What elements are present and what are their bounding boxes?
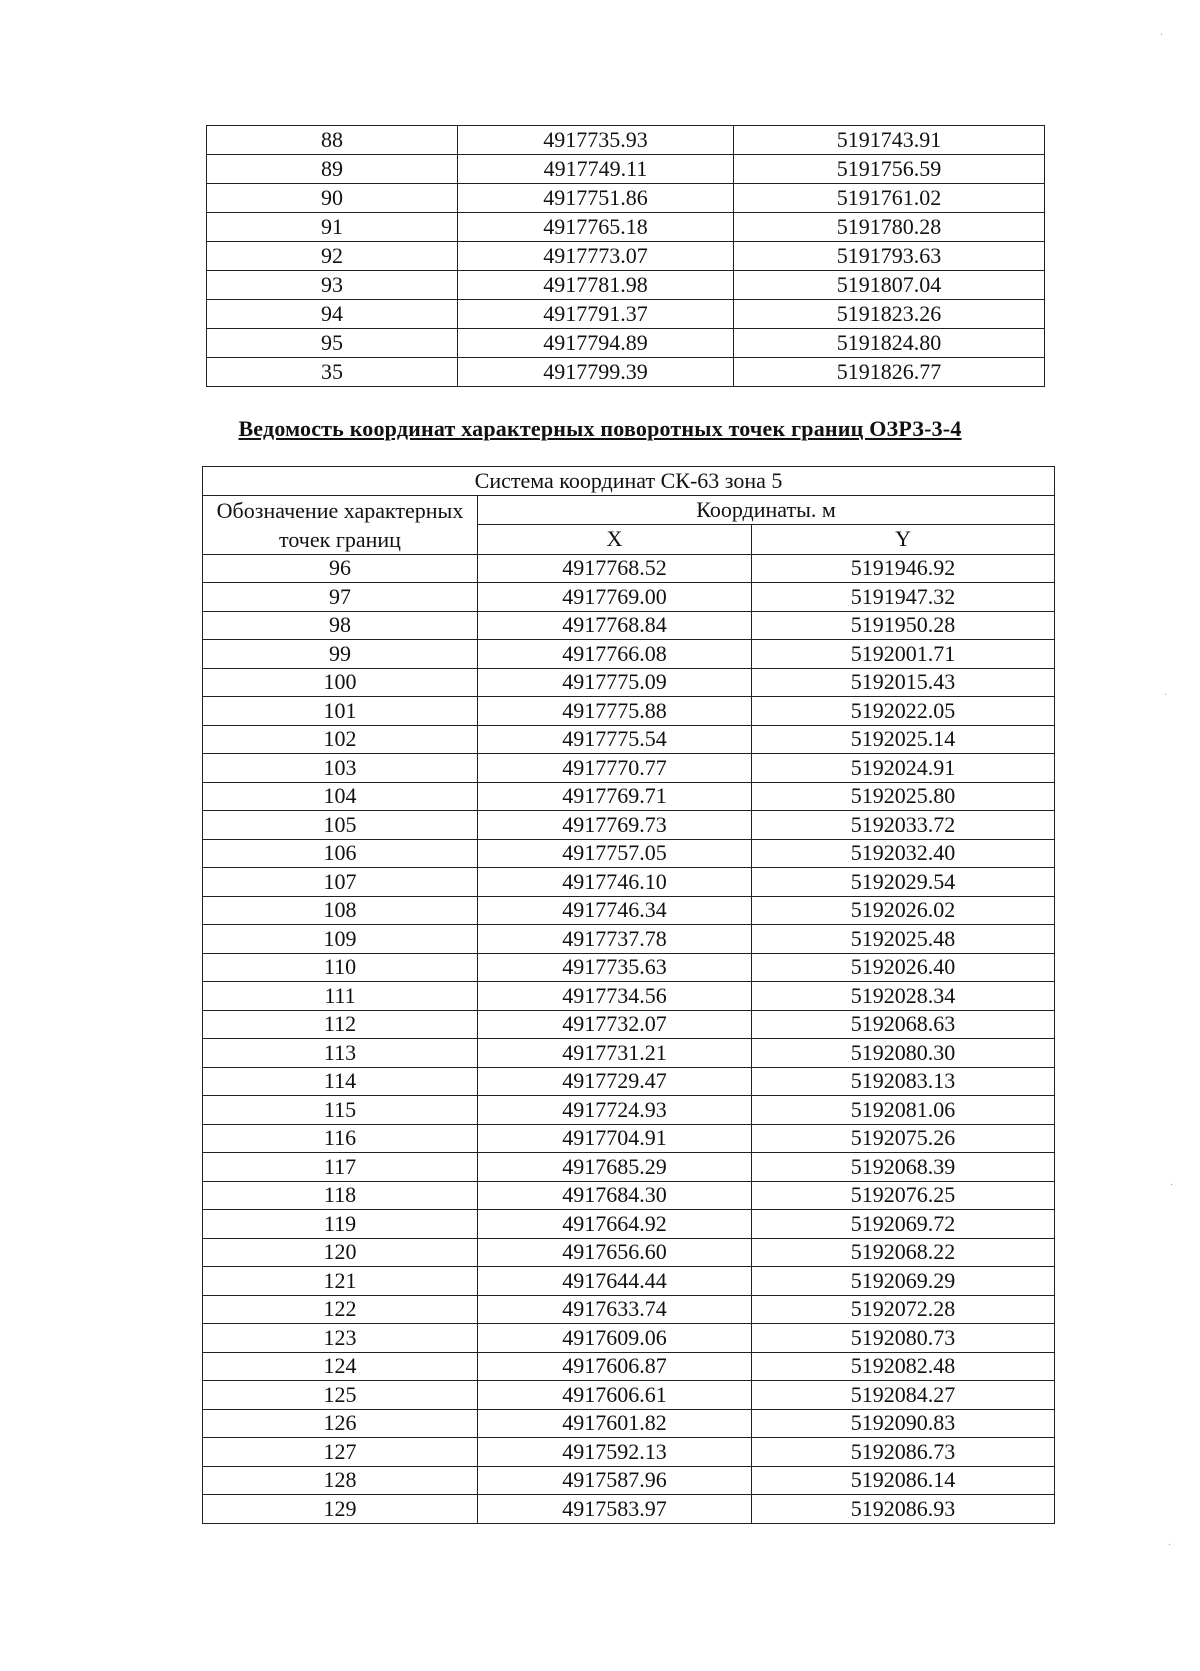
y-header: Y: [752, 525, 1055, 555]
table-row: [203, 982, 1055, 1011]
y-coordinate-cell: 5191946.92: [752, 554, 1055, 583]
x-coordinate-cell: 4917781.98: [458, 271, 734, 300]
point-number-cell: 115: [203, 1096, 478, 1125]
table-row: [207, 213, 1045, 242]
point-number-cell: 125: [203, 1381, 478, 1410]
y-coordinate-cell: 5191780.28: [734, 213, 1045, 242]
x-coordinate-cell: 4917746.10: [478, 868, 752, 897]
table-row: [203, 1438, 1055, 1467]
x-coordinate-cell: 4917791.37: [458, 300, 734, 329]
point-number-cell: 103: [203, 754, 478, 783]
table-row: [203, 868, 1055, 897]
system-header-row: [203, 467, 1055, 496]
point-number-cell: 90: [207, 184, 458, 213]
y-coordinate-cell: 5192069.29: [752, 1267, 1055, 1296]
y-coordinate-cell: 5192090.83: [752, 1409, 1055, 1438]
point-number-cell: 35: [207, 358, 458, 387]
x-coordinate-cell: 4917609.06: [478, 1324, 752, 1353]
y-coordinate-cell: 5192083.13: [752, 1067, 1055, 1096]
point-number-cell: 122: [203, 1295, 478, 1324]
y-coordinate-cell: 5191807.04: [734, 271, 1045, 300]
y-coordinate-cell: 5191947.32: [752, 583, 1055, 612]
table-row: [203, 1295, 1055, 1324]
table-row: [203, 1381, 1055, 1410]
y-coordinate-cell: 5192001.71: [752, 640, 1055, 669]
y-coordinate-cell: 5192068.39: [752, 1153, 1055, 1182]
point-number-cell: 100: [203, 668, 478, 697]
table-row: [203, 839, 1055, 868]
x-coordinate-cell: 4917732.07: [478, 1010, 752, 1039]
y-coordinate-cell: 5191761.02: [734, 184, 1045, 213]
table-row: [207, 329, 1045, 358]
y-coordinate-cell: 5192033.72: [752, 811, 1055, 840]
x-coordinate-cell: 4917734.56: [478, 982, 752, 1011]
x-coordinate-cell: 4917735.63: [478, 953, 752, 982]
x-coordinate-cell: 4917664.92: [478, 1210, 752, 1239]
table-row: [207, 155, 1045, 184]
point-number-cell: 95: [207, 329, 458, 358]
y-coordinate-cell: 5192081.06: [752, 1096, 1055, 1125]
x-coordinate-cell: 4917757.05: [478, 839, 752, 868]
coordinates-header-row: [203, 495, 1055, 525]
y-coordinate-cell: 5192022.05: [752, 697, 1055, 726]
y-coordinate-cell: 5192069.72: [752, 1210, 1055, 1239]
point-number-cell: 113: [203, 1039, 478, 1068]
point-number-cell: 108: [203, 896, 478, 925]
y-coordinate-cell: 5192086.73: [752, 1438, 1055, 1467]
y-coordinate-cell: 5192086.93: [752, 1495, 1055, 1524]
x-coordinate-cell: 4917770.77: [478, 754, 752, 783]
x-coordinate-cell: 4917768.52: [478, 554, 752, 583]
point-number-cell: 89: [207, 155, 458, 184]
y-coordinate-cell: 5192024.91: [752, 754, 1055, 783]
table-row: [203, 697, 1055, 726]
point-number-cell: 97: [203, 583, 478, 612]
x-coordinate-cell: 4917775.88: [478, 697, 752, 726]
y-coordinate-cell: 5191743.91: [734, 126, 1045, 155]
y-coordinate-cell: 5192068.22: [752, 1238, 1055, 1267]
scan-margin-mark: ·: [1170, 1180, 1174, 1191]
point-number-cell: 99: [203, 640, 478, 669]
x-coordinate-cell: 4917773.07: [458, 242, 734, 271]
point-number-cell: 127: [203, 1438, 478, 1467]
table-row: [207, 242, 1045, 271]
x-coordinate-cell: 4917633.74: [478, 1295, 752, 1324]
table-row: [203, 953, 1055, 982]
point-number-cell: 120: [203, 1238, 478, 1267]
y-coordinate-cell: 5192026.40: [752, 953, 1055, 982]
x-coordinate-cell: 4917644.44: [478, 1267, 752, 1296]
table-row: [203, 1238, 1055, 1267]
table-row: [203, 1124, 1055, 1153]
table-row: [203, 1324, 1055, 1353]
point-number-cell: 128: [203, 1466, 478, 1495]
y-coordinate-cell: 5191793.63: [734, 242, 1045, 271]
y-coordinate-cell: 5191756.59: [734, 155, 1045, 184]
point-number-cell: 118: [203, 1181, 478, 1210]
x-coordinate-cell: 4917768.84: [478, 611, 752, 640]
y-coordinate-cell: 5192086.14: [752, 1466, 1055, 1495]
y-coordinate-cell: 5192076.25: [752, 1181, 1055, 1210]
point-number-cell: 121: [203, 1267, 478, 1296]
point-number-cell: 106: [203, 839, 478, 868]
y-coordinate-cell: 5192032.40: [752, 839, 1055, 868]
y-coordinate-cell: 5192072.28: [752, 1295, 1055, 1324]
table-row: [203, 1010, 1055, 1039]
table-row: [203, 1096, 1055, 1125]
table-row: [203, 1153, 1055, 1182]
table-row: [203, 554, 1055, 583]
point-number-cell: 92: [207, 242, 458, 271]
y-coordinate-cell: 5192029.54: [752, 868, 1055, 897]
point-number-cell: 101: [203, 697, 478, 726]
point-number-cell: 94: [207, 300, 458, 329]
x-coordinate-cell: 4917765.18: [458, 213, 734, 242]
x-coordinate-cell: 4917601.82: [478, 1409, 752, 1438]
table-row: [203, 1039, 1055, 1068]
point-number-cell: 104: [203, 782, 478, 811]
x-coordinate-cell: 4917704.91: [478, 1124, 752, 1153]
x-coordinate-cell: 4917766.08: [478, 640, 752, 669]
table-row: [203, 1067, 1055, 1096]
x-coordinate-cell: 4917769.71: [478, 782, 752, 811]
point-number-cell: 119: [203, 1210, 478, 1239]
y-coordinate-cell: 5192075.26: [752, 1124, 1055, 1153]
table-row: [207, 300, 1045, 329]
x-coordinate-cell: 4917587.96: [478, 1466, 752, 1495]
point-number-cell: 124: [203, 1352, 478, 1381]
table-row: [203, 1267, 1055, 1296]
x-coordinate-cell: 4917737.78: [478, 925, 752, 954]
table-row: [207, 358, 1045, 387]
point-number-cell: 116: [203, 1124, 478, 1153]
table-row: [203, 1466, 1055, 1495]
point-number-cell: 109: [203, 925, 478, 954]
x-coordinate-cell: 4917746.34: [478, 896, 752, 925]
coordinate-system-header: Система координат СК-63 зона 5: [203, 467, 1055, 496]
y-coordinate-cell: 5192028.34: [752, 982, 1055, 1011]
x-coordinate-cell: 4917769.73: [478, 811, 752, 840]
y-coordinate-cell: 5192025.80: [752, 782, 1055, 811]
scan-margin-mark: ·: [1160, 30, 1164, 41]
y-coordinate-cell: 5191824.80: [734, 329, 1045, 358]
table-row: [203, 1181, 1055, 1210]
point-number-cell: 110: [203, 953, 478, 982]
scan-margin-mark: ·: [1168, 1540, 1172, 1551]
ozrz-coordinates-table: [202, 466, 1055, 1524]
x-coordinate-cell: 4917799.39: [458, 358, 734, 387]
x-coordinate-cell: 4917685.29: [478, 1153, 752, 1182]
coordinates-header: Координаты. м: [478, 495, 1055, 525]
x-coordinate-cell: 4917769.00: [478, 583, 752, 612]
table-row: [203, 1409, 1055, 1438]
x-coordinate-cell: 4917724.93: [478, 1096, 752, 1125]
table-row: [203, 725, 1055, 754]
x-coordinate-cell: 4917749.11: [458, 155, 734, 184]
point-number-cell: 98: [203, 611, 478, 640]
y-coordinate-cell: 5192080.30: [752, 1039, 1055, 1068]
table-row: [203, 896, 1055, 925]
x-coordinate-cell: 4917775.09: [478, 668, 752, 697]
table-row: [203, 640, 1055, 669]
x-coordinate-cell: 4917583.97: [478, 1495, 752, 1524]
table-row: [203, 754, 1055, 783]
point-number-cell: 129: [203, 1495, 478, 1524]
point-number-cell: 114: [203, 1067, 478, 1096]
y-coordinate-cell: 5192080.73: [752, 1324, 1055, 1353]
top-table-body: [207, 126, 1045, 387]
main-table-body: [203, 467, 1055, 1524]
x-coordinate-cell: 4917775.54: [478, 725, 752, 754]
x-coordinate-cell: 4917729.47: [478, 1067, 752, 1096]
y-coordinate-cell: 5192026.02: [752, 896, 1055, 925]
y-coordinate-cell: 5191823.26: [734, 300, 1045, 329]
y-coordinate-cell: 5191826.77: [734, 358, 1045, 387]
table-row: [203, 1352, 1055, 1381]
point-number-cell: 96: [203, 554, 478, 583]
top-coordinates-table: [206, 125, 1045, 387]
table-row: [203, 782, 1055, 811]
point-number-cell: 107: [203, 868, 478, 897]
x-coordinate-cell: 4917592.13: [478, 1438, 752, 1467]
x-coordinate-cell: 4917684.30: [478, 1181, 752, 1210]
point-number-cell: 111: [203, 982, 478, 1011]
point-number-cell: 112: [203, 1010, 478, 1039]
point-number-cell: 117: [203, 1153, 478, 1182]
point-number-cell: 88: [207, 126, 458, 155]
designation-header: Обозначение характерных точек границ: [203, 495, 478, 554]
table-row: [203, 1210, 1055, 1239]
x-coordinate-cell: 4917735.93: [458, 126, 734, 155]
table-row: [203, 611, 1055, 640]
point-number-cell: 93: [207, 271, 458, 300]
y-coordinate-cell: 5191950.28: [752, 611, 1055, 640]
point-number-cell: 123: [203, 1324, 478, 1353]
x-header: X: [478, 525, 752, 555]
table-row: [203, 925, 1055, 954]
point-number-cell: 126: [203, 1409, 478, 1438]
x-coordinate-cell: 4917656.60: [478, 1238, 752, 1267]
x-coordinate-cell: 4917731.21: [478, 1039, 752, 1068]
table-row: [207, 271, 1045, 300]
y-coordinate-cell: 5192015.43: [752, 668, 1055, 697]
table-row: [203, 583, 1055, 612]
y-coordinate-cell: 5192025.48: [752, 925, 1055, 954]
x-coordinate-cell: 4917606.87: [478, 1352, 752, 1381]
scan-margin-mark: ·: [1164, 690, 1168, 701]
table-row: [207, 184, 1045, 213]
point-number-cell: 102: [203, 725, 478, 754]
y-coordinate-cell: 5192084.27: [752, 1381, 1055, 1410]
table-row: [203, 1495, 1055, 1524]
y-coordinate-cell: 5192082.48: [752, 1352, 1055, 1381]
table-row: [203, 811, 1055, 840]
point-number-cell: 105: [203, 811, 478, 840]
point-number-cell: 91: [207, 213, 458, 242]
table-row: [203, 668, 1055, 697]
y-coordinate-cell: 5192068.63: [752, 1010, 1055, 1039]
x-coordinate-cell: 4917751.86: [458, 184, 734, 213]
y-coordinate-cell: 5192025.14: [752, 725, 1055, 754]
x-coordinate-cell: 4917794.89: [458, 329, 734, 358]
table-row: [207, 126, 1045, 155]
x-coordinate-cell: 4917606.61: [478, 1381, 752, 1410]
section-title: Ведомость координат характерных поворотных точек границ ОЗРЗ-3-4: [238, 416, 962, 441]
